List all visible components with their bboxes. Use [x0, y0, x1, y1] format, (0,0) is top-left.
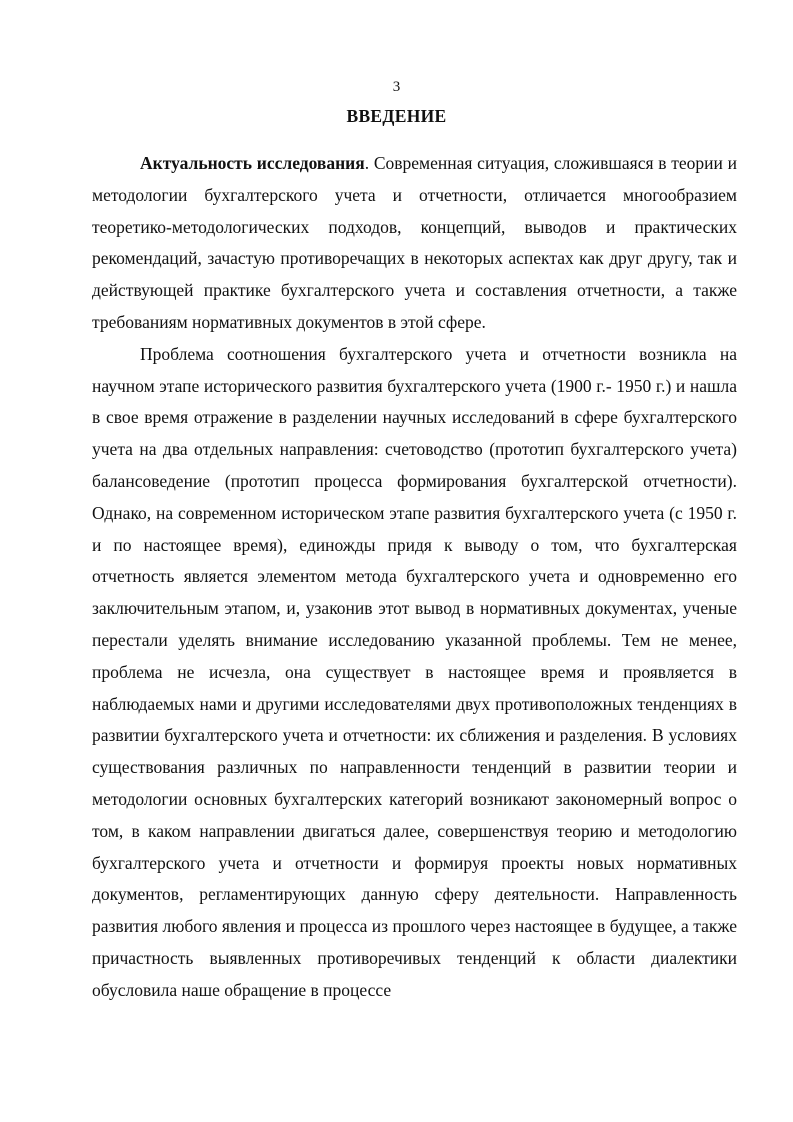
- page-title: ВВЕДЕНИЕ: [346, 106, 447, 126]
- body-text: [92, 148, 737, 1007]
- page-number: 3: [392, 79, 401, 95]
- paragraph-text: . Современная ситуация, сложившаяся в теории и методологии бухгалтерского учета и отчетности, отличается многообразием теоретико-методологических подходов, концепций, выводов и практических рекомендаций, зачастую противоречащих в некоторых аспектах как друг другу, так и действующей практике бухгалтерского учета и составления отчетности, а также требованиям нормативных документов в этой сфере.: [92, 153, 738, 332]
- paragraph-relevance: [92, 148, 737, 339]
- paragraph-lead: Актуальность исследования: [140, 153, 365, 173]
- paragraph-problem: Проблема соотношения бухгалтерского учета и отчетности возникла на научном этапе исторического развития бухгалтерского учета (1900 г.- 1950 г.) и нашла в свое время отражение в разделении научных исследований в сфере бухгалтерского учета на два отдельных направления: счетоводство (прототип бухгалтерского учета) балансоведение (прототип процесса формирования бухгалтерской отчетности). Однако, на современном историческом этапе развития бухгалтерского учета (с 1950 г. и по настоящее время), единожды придя к выводу о том, что бухгалтерская отчетность является элементом метода бухгалтерского учета и одновременно его заключительным этапом, и, узаконив этот вывод в нормативных документах, ученые перестали уделять внимание исследованию указанной проблемы. Тем не менее, проблема не исчезла, она существует в настоящее время и проявляется в наблюдаемых нами и другими исследователями двух противоположных тенденциях в развитии бухгалтерского учета и отчетности: их сближения и разделения. В условиях существования различных по направленности тенденций в развитии теории и методологии основных бухгалтерских категорий возникают закономерный вопрос о том, в каком направлении двигаться далее, совершенствуя теорию и методологию бухгалтерского учета и отчетности и формируя проекты новых нормативных документов, регламентирующих данную сферу деятельности. Направленность развития любого явления и процесса из прошлого через настоящее в будущее, а также причастность выявленных противоречивых тенденций к области диалектики обусловила наше обращение в процессе: [92, 343, 737, 1000]
